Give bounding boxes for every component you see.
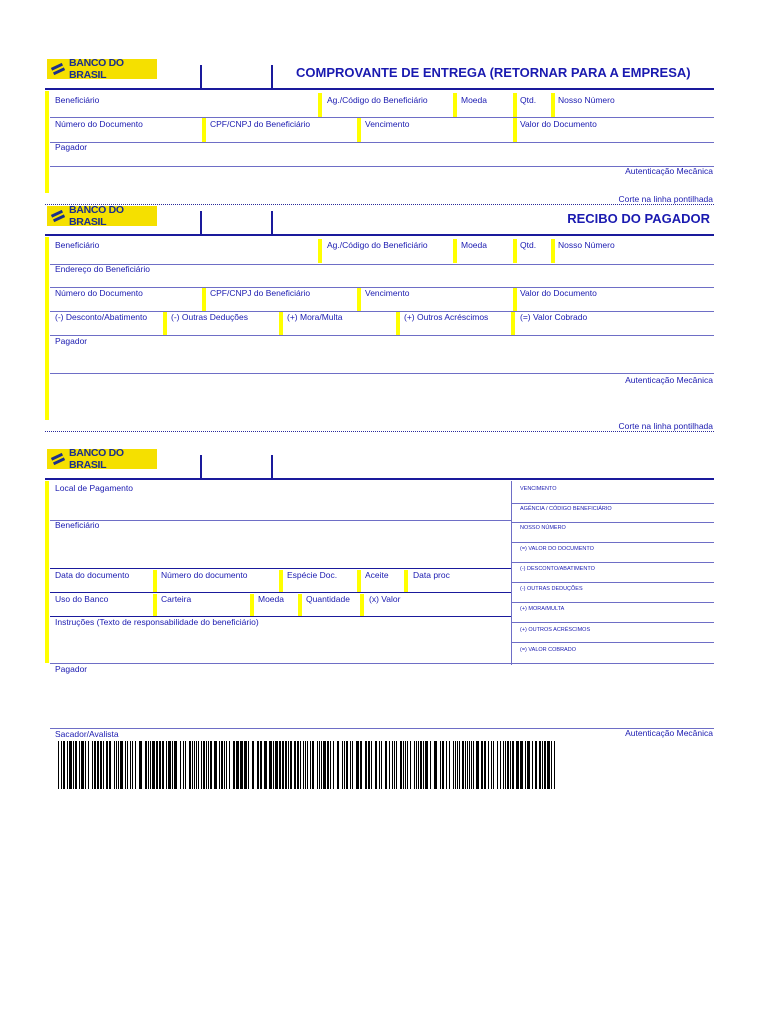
yellow-marker [511,312,515,336]
bank-logo [47,449,157,469]
barcode-bar [457,741,458,789]
yellow-marker [513,288,517,312]
barcode-bar [527,741,530,789]
barcode-bar [206,741,207,789]
barcode-bar [342,741,343,789]
barcode-bar [503,741,504,789]
field-label: Vencimento [365,288,410,298]
barcode-bar [551,741,552,789]
field-label: Ag./Código do Beneficiário [327,240,428,250]
barcode-bar [365,741,367,789]
barcode-bar [510,741,511,789]
barcode-bar [403,741,404,789]
barcode-bar [75,741,77,789]
barcode-bar [525,741,526,789]
field-label: NOSSO NÚMERO [520,525,566,531]
barcode-bar [168,741,171,789]
barcode-bar [203,741,205,789]
barcode-bar [73,741,74,789]
yellow-marker [318,239,322,263]
barcode-bar [418,741,419,789]
barcode-bar [196,741,197,789]
row-rule [50,520,511,521]
barcode-bar [127,741,128,789]
barcode-bar [240,741,243,789]
row-rule [512,602,714,603]
barcode-bar [416,741,417,789]
field-label: (-) OUTRAS DEDUÇÕES [520,586,583,592]
field-label: (+) Outros Acréscimos [404,312,489,322]
barcode-bar [285,741,287,789]
yellow-marker [318,93,322,117]
barcode-bar [257,741,259,789]
header-divider [200,211,202,234]
barcode-bar [371,741,372,789]
row-rule [512,642,714,643]
field-label: (=) VALOR DO DOCUMENTO [520,546,594,552]
barcode-bar [288,741,289,789]
barcode-bar [282,741,284,789]
cut-line [45,431,714,432]
barcode-bar [505,741,506,789]
yellow-marker [357,570,361,592]
barcode-bar [481,741,483,789]
barcode-bar [392,741,393,789]
barcode-bar [423,741,424,789]
barcode-bar [248,741,249,789]
barcode-bar [305,741,306,789]
barcode-bar [69,741,72,789]
barcode-bar [174,741,177,789]
barcode-bar [434,741,437,789]
barcode-bar [535,741,537,789]
barcode-bar [497,741,498,789]
barcode-bar [63,741,65,789]
barcode-bar [442,741,444,789]
barcode-bar [120,741,123,789]
barcode-bar [67,741,68,789]
barcode-bar [229,741,230,789]
yellow-marker [357,288,361,312]
field-label: (-) DESCONTO/ABATIMENTO [520,566,595,572]
header-divider [271,211,273,234]
barcode-bar [410,741,411,789]
barcode-bar [491,741,492,789]
row-rule [512,582,714,583]
barcode-bar [333,741,334,789]
barcode-bar [233,741,235,789]
barcode-bar [221,741,223,789]
field-label: (+) OUTROS ACRÉSCIMOS [520,627,591,633]
field-label: Autenticação Mecânica [625,728,713,738]
barcode-bar [385,741,387,789]
row-rule [50,373,714,374]
barcode-bar [507,741,509,789]
barcode-bar [469,741,470,789]
yellow-marker [551,239,555,263]
yellow-marker [396,312,400,336]
barcode-bar [307,741,308,789]
barcode-bar [389,741,390,789]
field-label: (-) Desconto/Abatimento [55,312,148,322]
bank-logo-icon [51,452,65,466]
field-label: Quantidade [306,594,350,604]
barcode-bar [156,741,158,789]
field-label: (+) Mora/Multa [287,312,343,322]
yellow-marker [513,93,517,117]
barcode-bar [106,741,108,789]
yellow-marker [45,237,49,420]
yellow-marker [298,594,302,616]
barcode-bar [539,741,541,789]
barcode-bar [449,741,450,789]
barcode-bar [542,741,543,789]
barcode-bar [152,741,155,789]
barcode-bar [81,741,84,789]
barcode-bar [148,741,149,789]
field-label: CPF/CNPJ do Beneficiário [210,119,311,129]
yellow-marker [404,570,408,592]
header-rule [45,478,714,480]
barcode-bar [300,741,301,789]
barcode-bar [150,741,151,789]
field-label: Aceite [365,570,389,580]
barcode-bar [465,741,466,789]
field-label: AGÊNCIA / CÓDIGO BENEFICIÁRIO [520,506,612,512]
field-label: Qtd. [520,95,537,105]
barcode-bar [310,741,311,789]
barcode-bar [252,741,254,789]
barcode-bar [214,741,217,789]
field-label: Moeda [258,594,284,604]
field-label: Valor do Documento [520,119,597,129]
barcode-bar [219,741,220,789]
bank-logo-icon [51,62,65,76]
barcode-bar [224,741,225,789]
barcode-bar [484,741,486,789]
barcode-bar [500,741,501,789]
field-label: Nosso Número [558,240,615,250]
barcode-bar [236,741,239,789]
yellow-marker [202,118,206,142]
barcode-bar [264,741,267,789]
barcode-bar [544,741,546,789]
barcode-bar [327,741,329,789]
yellow-marker [360,594,364,616]
barcode-bar [279,741,281,789]
header-rule [45,88,714,90]
barcode-bar [198,741,199,789]
field-label: Autenticação Mecânica [625,166,713,176]
barcode-bar [273,741,274,789]
barcode-bar [317,741,318,789]
barcode-bar [350,741,351,789]
barcode-bar [290,741,292,789]
barcode-bar [125,741,126,789]
yellow-marker [153,594,157,616]
row-rule [50,728,714,729]
row-rule [512,503,714,504]
barcode-bar [201,741,202,789]
barcode-bar [92,741,93,789]
barcode-bar [455,741,456,789]
row-rule [50,142,714,143]
barcode-bar [61,741,62,789]
barcode-bar [471,741,472,789]
barcode-bar [192,741,193,789]
field-label: Corte na linha pontilhada [618,421,713,431]
barcode-bar [420,741,422,789]
barcode-bar [425,741,428,789]
barcode-bar [488,741,489,789]
field-label: Beneficiário [55,520,100,530]
barcode-bar [183,741,184,789]
barcode-bar [446,741,447,789]
field-label: Data do documento [55,570,130,580]
barcode-bar [139,741,142,789]
field-label: Espécie Doc. [287,570,338,580]
header-rule [45,234,714,236]
field-label: (x) Valor [369,594,401,604]
header-divider [271,455,273,478]
barcode-bar [226,741,227,789]
barcode-bar [453,741,454,789]
barcode-bar [94,741,96,789]
barcode-bar [210,741,212,789]
yellow-marker [163,312,167,336]
row-rule [512,542,714,543]
field-label: Pagador [55,664,88,674]
barcode-bar [462,741,464,789]
field-label: Número do documento [161,570,248,580]
field-label: Instruções (Texto de responsabilidade do beneficiário) [55,617,259,627]
barcode-bar [185,741,186,789]
barcode-bar [114,741,115,789]
column-divider [511,481,512,665]
barcode-bar [516,741,519,789]
yellow-marker [453,93,457,117]
barcode-bar [493,741,494,789]
barcode-bar [440,741,441,789]
barcode-bar [194,741,195,789]
row-rule [512,562,714,563]
barcode-bar [260,741,262,789]
barcode-bar [321,741,322,789]
barcode-bar [118,741,119,789]
barcode-bar [79,741,80,789]
field-label: Número do Documento [55,119,143,129]
bank-logo [47,59,157,79]
barcode-bar [294,741,296,789]
barcode-bar [532,741,533,789]
yellow-marker [45,481,49,663]
field-label: Endereço do Beneficiário [55,264,150,274]
yellow-marker [279,570,283,592]
barcode-bar [330,741,331,789]
barcode-bar [554,741,555,789]
section-title: COMPROVANTE DE ENTREGA (RETORNAR PARA A EMPRESA) [296,65,691,80]
field-label: Uso do Banco [55,594,109,604]
row-rule [512,522,714,523]
barcode-bar [473,741,474,789]
barcode [58,741,555,789]
barcode-bar [337,741,339,789]
barcode-bar [103,741,104,789]
field-label: Beneficiário [55,95,100,105]
barcode-bar [88,741,89,789]
barcode-bar [166,741,167,789]
barcode-bar [172,741,173,789]
barcode-bar [476,741,479,789]
barcode-bar [97,741,99,789]
field-label: Beneficiário [55,240,100,250]
field-label: Pagador [55,336,88,346]
barcode-bar [346,741,348,789]
barcode-bar [85,741,86,789]
row-rule [50,335,714,336]
barcode-bar [352,741,353,789]
barcode-bar [430,741,431,789]
bank-logo-icon [51,209,65,223]
yellow-marker [357,118,361,142]
field-label: (+) MORA/MULTA [520,606,565,612]
barcode-bar [244,741,247,789]
barcode-bar [414,741,415,789]
yellow-marker [513,118,517,142]
yellow-marker [551,93,555,117]
barcode-bar [396,741,397,789]
field-label: Nosso Número [558,95,615,105]
bank-logo-text: BANCO DO BRASIL [69,447,124,471]
field-label: Vencimento [365,119,410,129]
yellow-marker [202,288,206,312]
field-label: Número do Documento [55,288,143,298]
field-label: Moeda [461,95,487,105]
barcode-bar [180,741,181,789]
barcode-bar [275,741,278,789]
row-rule [50,592,511,593]
row-rule [50,663,714,664]
barcode-bar [381,741,382,789]
barcode-bar [547,741,550,789]
field-label: Data proc [413,570,450,580]
header-divider [200,65,202,88]
barcode-bar [269,741,272,789]
bank-logo [47,206,157,226]
barcode-bar [116,741,117,789]
yellow-marker [453,239,457,263]
field-label: VENCIMENTO [520,486,557,492]
field-label: Qtd. [520,240,537,250]
row-rule [50,117,714,118]
barcode-bar [303,741,304,789]
barcode-bar [344,741,345,789]
header-divider [271,65,273,88]
barcode-bar [394,741,395,789]
yellow-marker [513,239,517,263]
yellow-marker [153,570,157,592]
field-label: Autenticação Mecânica [625,375,713,385]
barcode-bar [132,741,133,789]
barcode-bar [312,741,314,789]
section-title: RECIBO DO PAGADOR [567,211,710,226]
barcode-bar [356,741,359,789]
field-label: (-) Outras Deduções [171,312,248,322]
barcode-bar [360,741,362,789]
field-label: Valor do Documento [520,288,597,298]
barcode-bar [400,741,402,789]
barcode-bar [297,741,299,789]
field-label: Carteira [161,594,192,604]
barcode-bar [145,741,147,789]
row-rule [50,568,511,569]
barcode-bar [459,741,460,789]
barcode-bar [375,741,377,789]
field-label: Moeda [461,240,487,250]
barcode-bar [58,741,59,789]
barcode-bar [323,741,326,789]
bank-logo-text: BANCO DO BRASIL [69,204,124,228]
field-label: Pagador [55,142,88,152]
field-label: Sacador/Avalista [55,729,119,739]
row-rule [50,166,714,167]
barcode-bar [135,741,136,789]
barcode-bar [467,741,468,789]
row-rule [50,311,714,312]
barcode-bar [512,741,514,789]
barcode-bar [405,741,406,789]
yellow-marker [250,594,254,616]
barcode-bar [368,741,370,789]
row-rule [512,622,714,623]
barcode-bar [208,741,209,789]
field-label: Corte na linha pontilhada [618,194,713,204]
barcode-bar [189,741,191,789]
barcode-bar [159,741,161,789]
field-label: (=) Valor Cobrado [520,312,588,322]
barcode-bar [520,741,523,789]
field-label: CPF/CNPJ do Beneficiário [210,288,311,298]
barcode-bar [319,741,320,789]
barcode-bar [100,741,102,789]
field-label: Local de Pagamento [55,483,133,493]
barcode-bar [407,741,408,789]
barcode-bar [379,741,380,789]
bank-logo-text: BANCO DO BRASIL [69,57,124,81]
field-label: (=) VALOR COBRADO [520,647,576,653]
field-label: Ag./Código do Beneficiário [327,95,428,105]
yellow-marker [279,312,283,336]
barcode-bar [130,741,131,789]
barcode-bar [162,741,164,789]
yellow-marker [45,91,49,193]
barcode-bar [109,741,111,789]
header-divider [200,455,202,478]
